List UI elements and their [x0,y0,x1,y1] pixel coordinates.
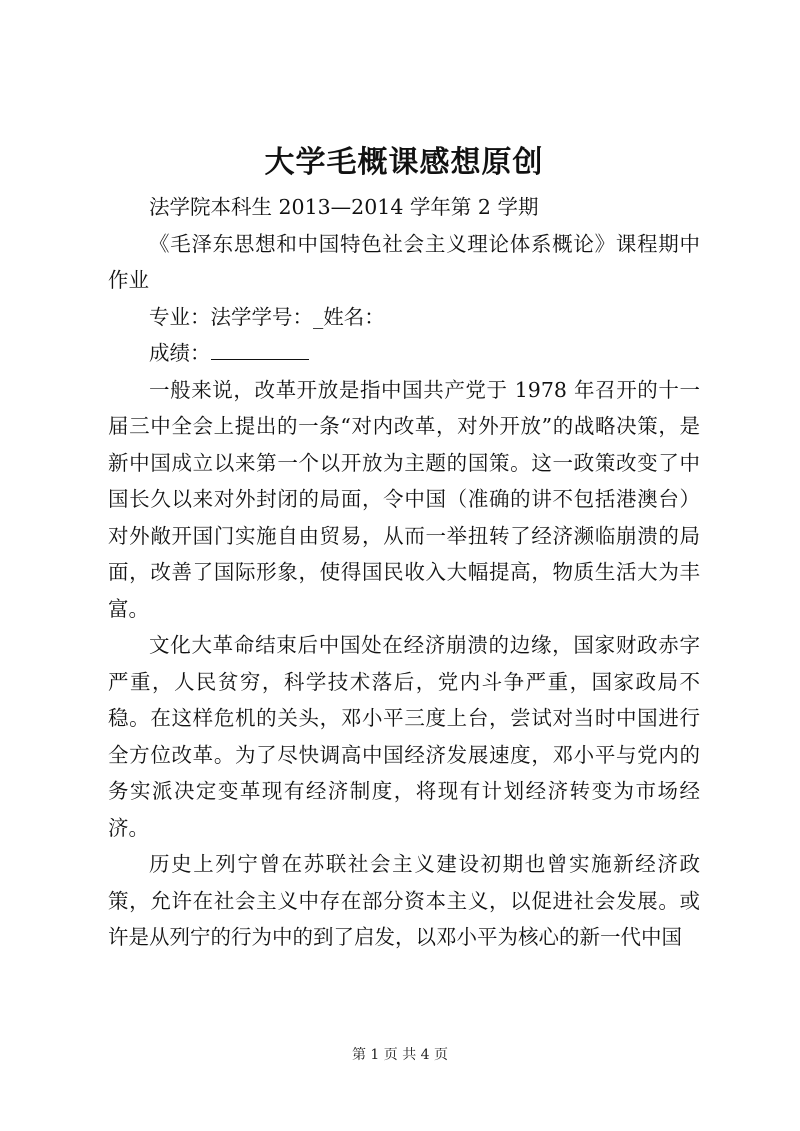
paragraph-1: 一般来说，改革开放是指中国共产党于 1978 年召开的十一届三中全会上提出的一条“对内改革，对外开放”的战略决策，是新中国成立以来第一个以开放为主题的国策。这一政策改变了中国长久以来对外封闭的局面，令中国（准确的讲不包括港澳台）对外敞开国门实施自由贸易，从而一举扭转了经济濒临崩溃的局面，改善了国际形象，使得国民收入大幅提高，物质生活大为丰富。 [108,377,700,621]
page-footer: 第 1 页 共 4 页 [351,1047,449,1063]
grade-label: 成绩： [149,341,211,365]
document-body [108,189,700,956]
grade-blank [211,341,309,360]
document-page [108,0,700,1131]
paragraph-3: 历史上列宁曾在苏联社会主义建设初期也曾实施新经济政策，允许在社会主义中存在部分资本主义，以促进社会发展。或许是从列宁的行为中的到了启发，以邓小平为核心的新一代中国 [108,852,700,949]
meta-grade [108,335,700,372]
meta-student-info: 专业：法学学号：_姓名： [149,304,385,329]
meta-course: 《毛泽东思想和中国特色社会主义理论体系概论》课程期中作业 [108,231,700,292]
paragraph-2: 文化大革命结束后中国处在经济崩溃的边缘，国家财政赤字严重，人民贫穷，科学技术落后，党内斗争严重，国家政局不稳。在这样危机的关头，邓小平三度上台，尝试对当时中国进行全方位改革。为了尽快调高中国经济发展速度，邓小平与党内的务实派决定变革现有经济制度，将现有计划经济转变为市场经济。 [108,633,700,840]
meta-semester: 法学院本科生 2013—2014 学年第 2 学期 [149,195,539,219]
page-title: 大学毛概课感想原创 [264,145,544,180]
